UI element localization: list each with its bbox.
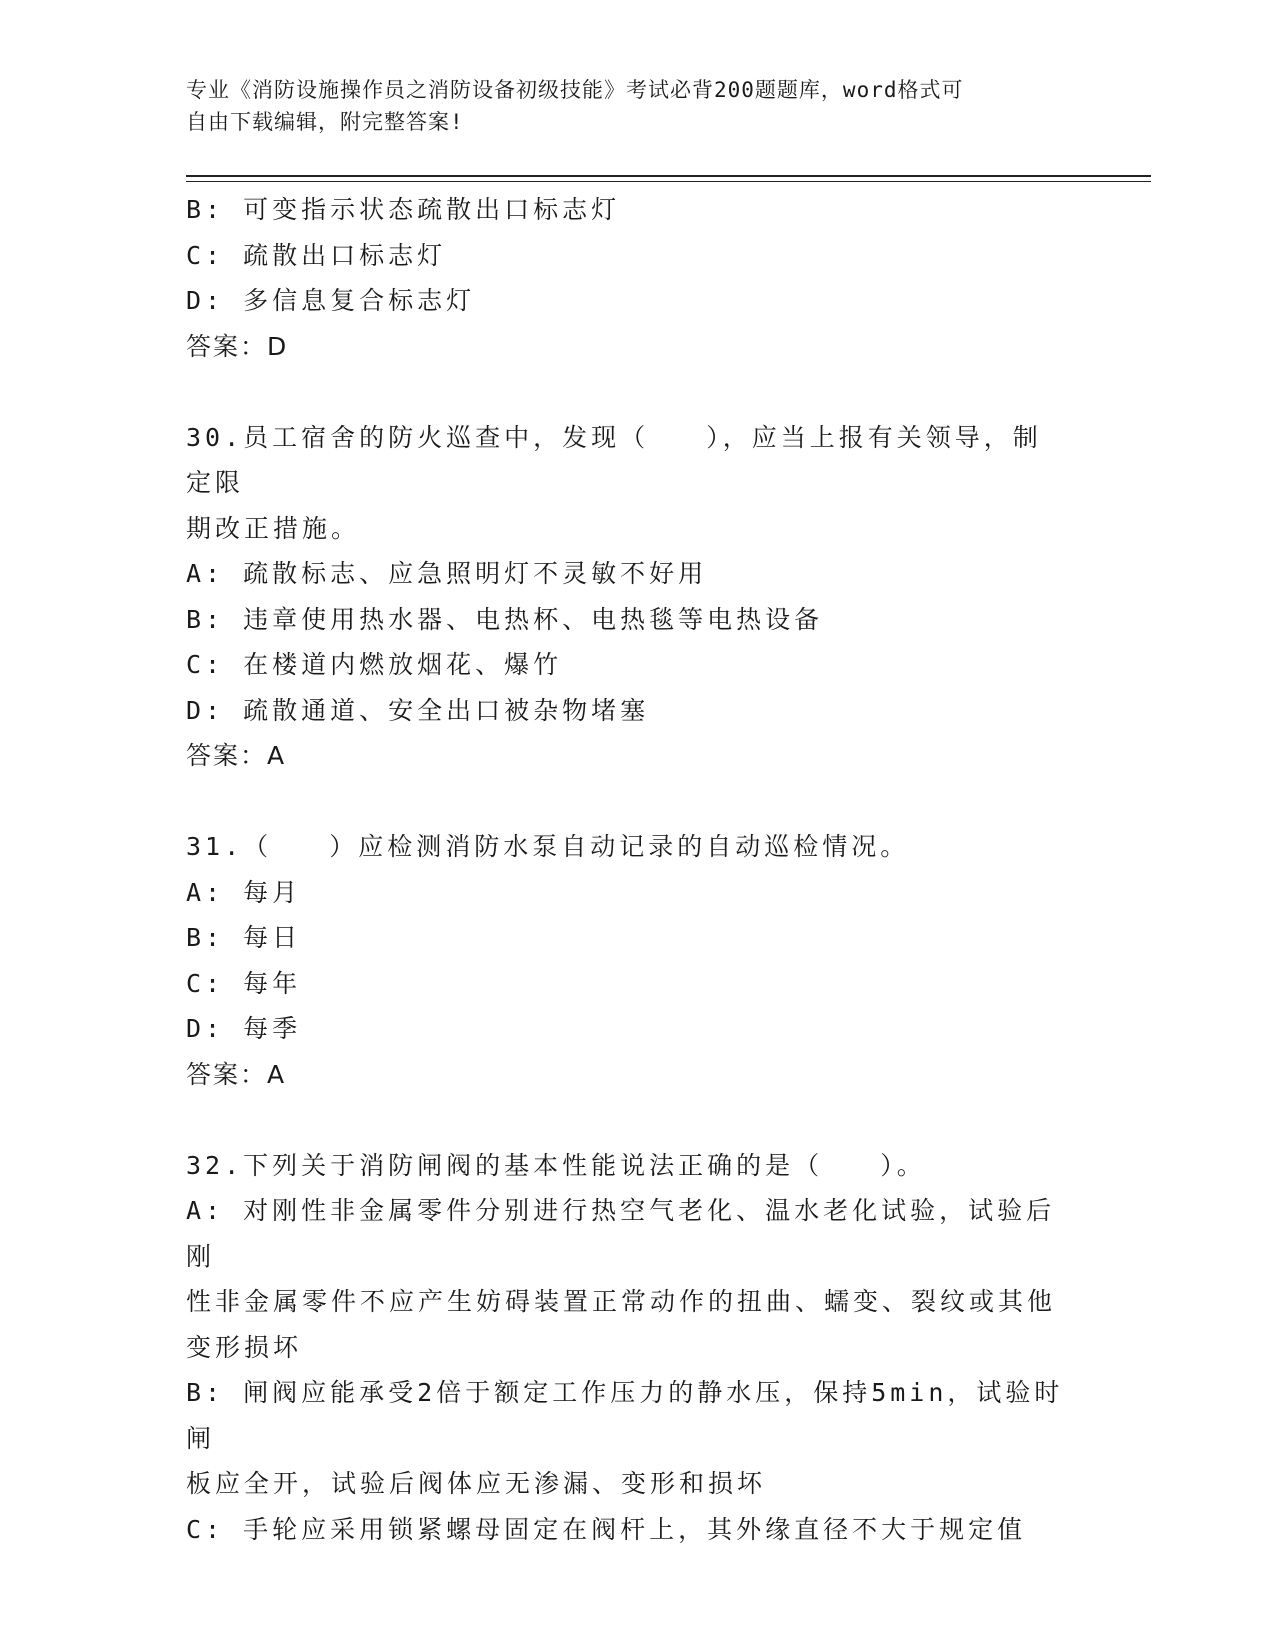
- answer-line: 答案：A: [186, 1059, 287, 1089]
- question-30: [186, 415, 1066, 779]
- question-32: [186, 1143, 1066, 1553]
- question-spacer: [186, 779, 1066, 825]
- option-b: B: 可变指示状态疏散出口标志灯: [186, 195, 621, 224]
- option-a: A: 对刚性非金属零件分别进行热空气老化、温水老化试验，试验后刚: [186, 1196, 1056, 1271]
- option-d: D: 疏散通道、安全出口被杂物堵塞: [186, 695, 650, 725]
- document-header: [186, 74, 1086, 138]
- option-a-continued: 变形损坏: [186, 1332, 303, 1362]
- question-29-fragment: [186, 187, 1066, 369]
- header-rule-thick: [186, 175, 1151, 177]
- option-b: B: 闸阀应能承受2倍于额定工作压力的静水压，保持5min，试验时闸: [186, 1378, 1064, 1453]
- question-stem: 31.（ ）应检测消防水泵自动记录的自动巡检情况。: [186, 832, 910, 861]
- option-c: C: 疏散出口标志灯: [186, 240, 447, 270]
- header-title-line-1: 专业《消防设施操作员之消防设备初级技能》考试必背200题题库，word格式可: [186, 78, 964, 102]
- question-stem: 32.下列关于消防闸阀的基本性能说法正确的是（ ）。: [186, 1150, 926, 1180]
- answer-line: 答案：A: [186, 741, 287, 770]
- option-c: C: 在楼道内燃放烟花、爆竹: [186, 650, 563, 679]
- option-a: A: 疏散标志、应急照明灯不灵敏不好用: [186, 559, 708, 588]
- question-content: [186, 187, 1066, 1552]
- option-b: B: 每日: [186, 923, 302, 952]
- answer-line: 答案：D: [186, 331, 289, 361]
- header-title-line-2: 自由下载编辑，附完整答案!: [186, 110, 464, 134]
- option-d: D: 多信息复合标志灯: [186, 286, 476, 315]
- option-d: D: 每季: [186, 1014, 302, 1043]
- option-c: C: 手轮应采用锁紧螺母固定在阀杆上，其外缘直径不大于规定值: [186, 1514, 1027, 1544]
- header-rule-thin: [186, 181, 1151, 182]
- option-b-continued: 板应全开，试验后阀体应无渗漏、变形和损坏: [186, 1469, 767, 1498]
- option-a-continued: 性非金属零件不应产生妨碍装置正常动作的扭曲、蠕变、裂纹或其他: [186, 1287, 1057, 1316]
- question-spacer: [186, 1097, 1066, 1143]
- option-b: B: 违章使用热水器、电热杯、电热毯等电热设备: [186, 604, 824, 634]
- question-spacer: [186, 369, 1066, 415]
- option-a: A: 每月: [186, 877, 302, 907]
- question-stem-continued: 期改正措施。: [186, 513, 361, 543]
- question-stem: 30.员工宿舍的防火巡查中，发现（ ），应当上报有关领导，制定限: [186, 422, 1042, 497]
- question-31: [186, 824, 1066, 1097]
- option-c: C: 每年: [186, 968, 302, 998]
